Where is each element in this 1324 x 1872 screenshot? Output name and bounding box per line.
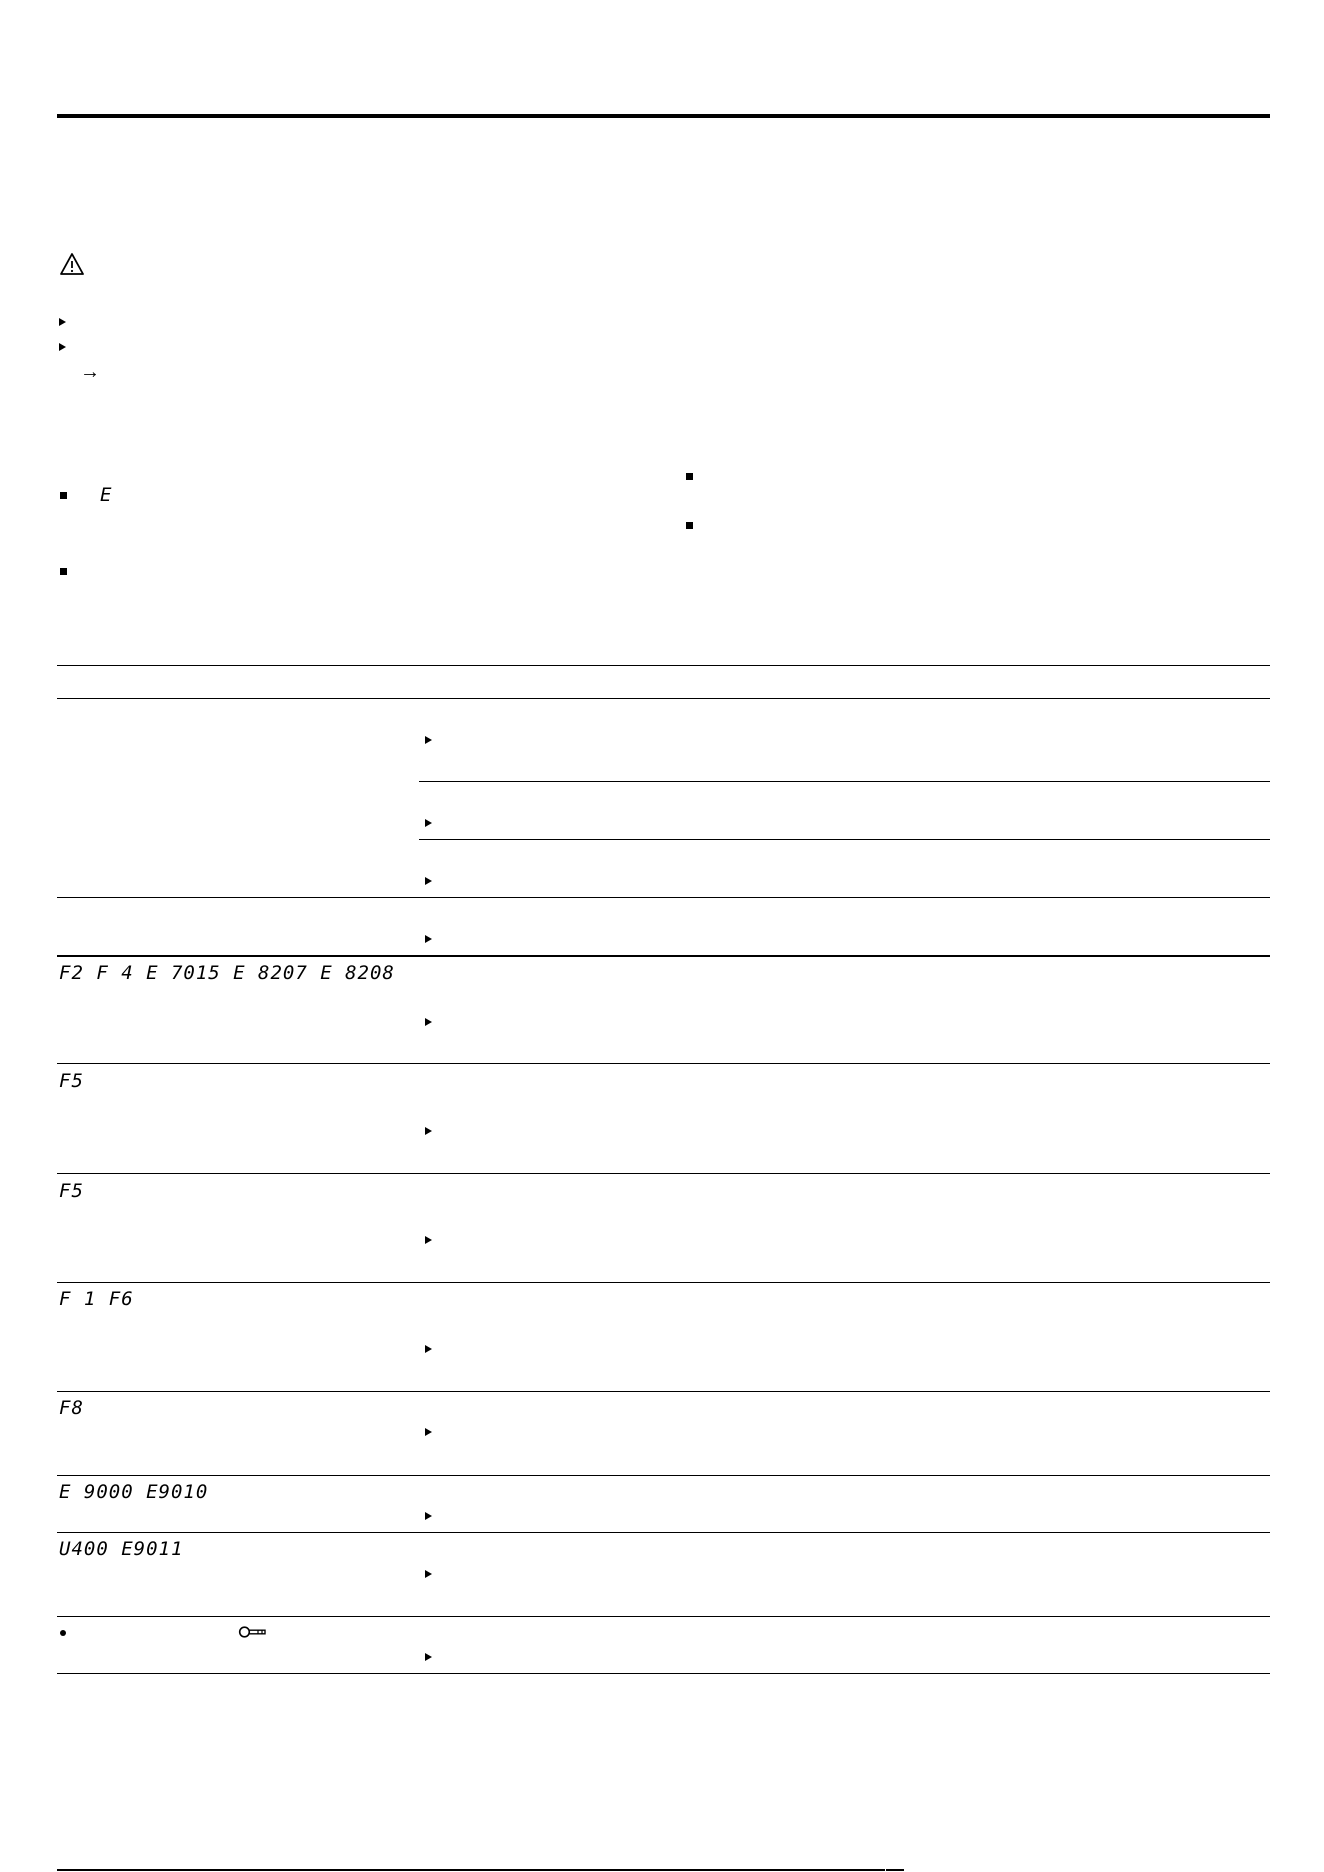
arrow-bullet-icon — [425, 1345, 432, 1353]
arrow-bullet-icon — [425, 736, 432, 744]
warning-triangle-icon — [59, 252, 85, 276]
table-rule — [57, 1673, 1270, 1674]
arrow-bullet-icon — [425, 935, 432, 943]
arrow-bullet-icon — [425, 1428, 432, 1436]
arrow-bullet-icon — [425, 1512, 432, 1520]
table-rule — [57, 1391, 1270, 1392]
arrow-bullet-icon — [425, 1127, 432, 1135]
table-rule — [57, 1173, 1270, 1174]
arrow-bullet-icon — [425, 1018, 432, 1026]
display-letter: E — [100, 484, 112, 506]
square-bullet-icon — [60, 492, 67, 499]
error-code: F5 — [59, 1180, 84, 1202]
square-bullet-icon — [686, 473, 693, 480]
footer-rule — [57, 1869, 885, 1871]
round-bullet-icon — [60, 1630, 66, 1636]
table-rule — [57, 1616, 1270, 1617]
table-rule — [57, 897, 1270, 898]
table-rule — [57, 1063, 1270, 1064]
table-rule — [57, 665, 1270, 666]
table-rule — [57, 1532, 1270, 1533]
arrow-bullet-icon — [59, 343, 66, 351]
error-code: U400 E9011 — [59, 1538, 184, 1560]
key-icon — [238, 1624, 268, 1640]
table-rule — [57, 698, 1270, 699]
error-code: F8 — [59, 1397, 84, 1419]
table-subrule — [419, 781, 1270, 782]
arrow-bullet-icon — [425, 1236, 432, 1244]
top-rule — [57, 114, 1270, 118]
square-bullet-icon — [60, 568, 67, 575]
error-code: F2 F 4 E 7015 E 8207 E 8208 — [59, 962, 395, 984]
error-code: F 1 F6 — [59, 1288, 134, 1310]
arrow-bullet-icon — [425, 1570, 432, 1578]
arrow-bullet-icon — [59, 318, 66, 326]
error-code: F5 — [59, 1070, 84, 1092]
table-subrule — [419, 839, 1270, 840]
arrow-bullet-icon — [425, 877, 432, 885]
arrow-bullet-icon — [425, 819, 432, 827]
square-bullet-icon — [686, 522, 693, 529]
arrow-bullet-icon — [425, 1653, 432, 1661]
error-code: E 9000 E9010 — [59, 1481, 209, 1503]
table-rule — [57, 1282, 1270, 1283]
table-rule — [57, 955, 1270, 957]
footer-rule-short — [886, 1869, 904, 1871]
table-rule — [57, 1475, 1270, 1476]
arrow-symbol: → — [80, 361, 100, 383]
